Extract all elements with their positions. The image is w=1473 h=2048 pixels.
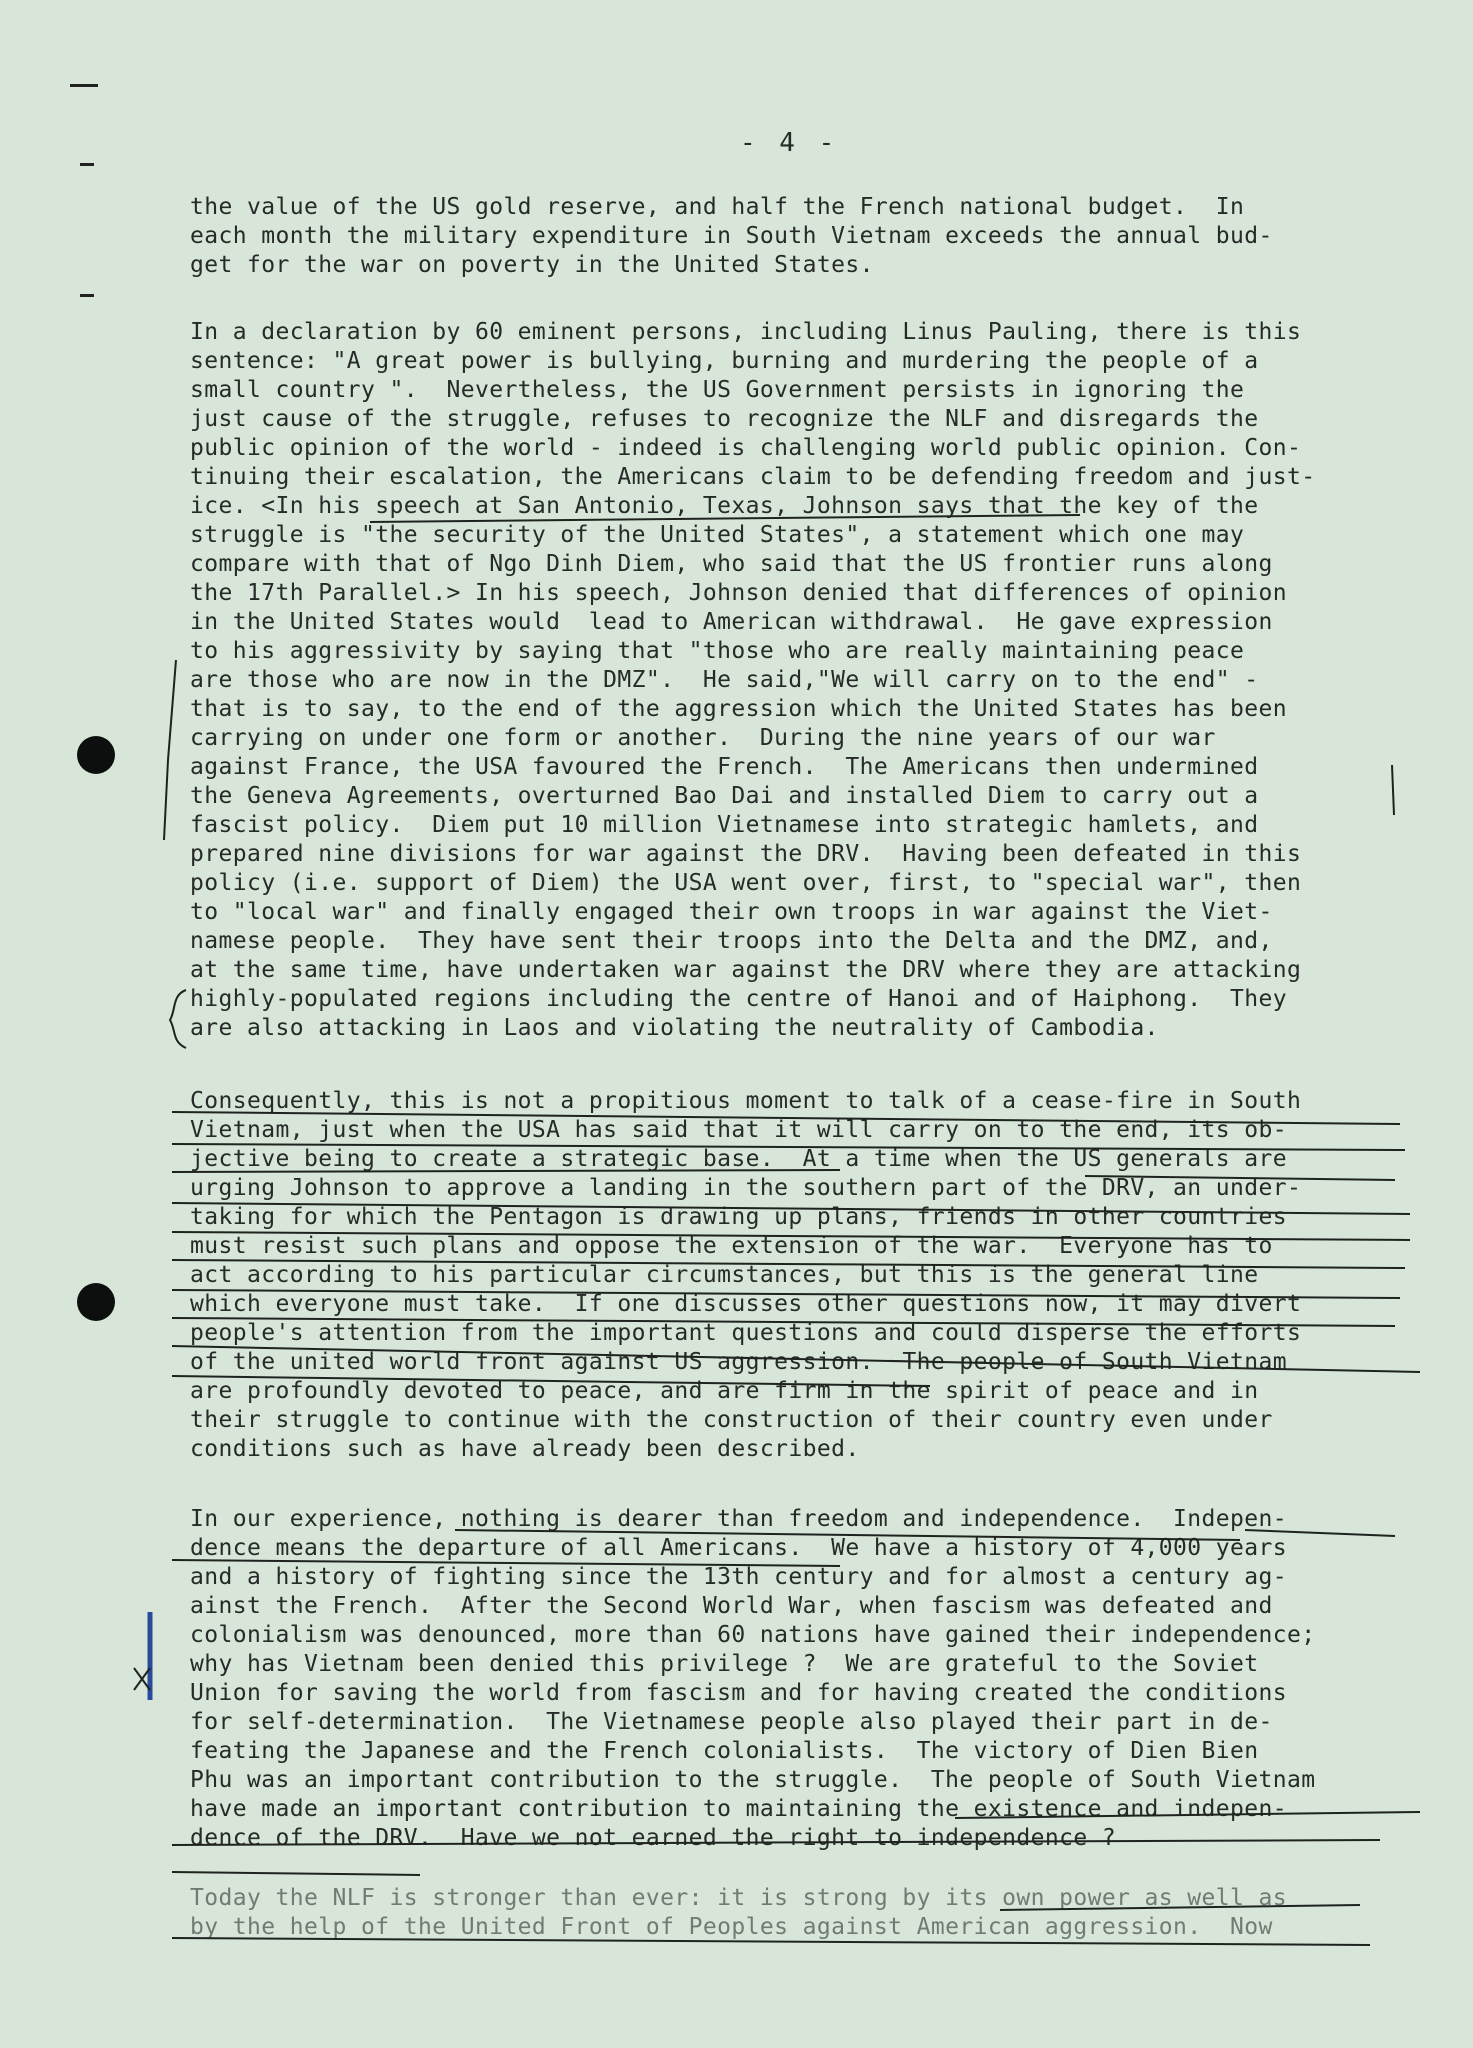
margin-tick-mark [80,294,94,297]
paragraph-2: In a declaration by 60 eminent persons, including Linus Pauling, there is this sentence: "A great power is bullying, burning and murdering the people of a small country ". Nevertheless, the US Government persists in ignoring the just cause of the struggle, refuses to recognize the NLF and disregards the public opinion of the world - indeed is challenging world public opinion. Con- tinuing their escalation, the Americans claim to be defending freedom and just- ice. <In his speech at San Antonio, Texas, Johnson says that the key of the struggle is "the security of the United States", a statement which one may compare with that of Ngo Dinh Diem, who said that the US frontier runs along the 17th Parallel.> In his speech, Johnson denied that differences of opinion in the United States would lead to American withdrawal. He gave expression to his aggressivity by saying that "those who are really maintaining peace are those who are now in the DMZ". He said,"We will carry on to the end" - that is to say, to the end of the aggression which the United States has been carrying on under one form or another. During the nine years of our war against France, the USA favoured the French. The Americans then undermined the Geneva Agreements, overturned Bao Dai and installed Diem to carry out a fascist policy. Diem put 10 million Vietnamese into strategic hamlets, and prepared nine divisions for war against the DRV. Having been defeated in this policy (i.e. support of Diem) the USA went over, first, to "special war", then to "local war" and finally engaged their own troops in war against the Viet- namese people. They have sent their troops into the Delta and the DMZ, and, at the same time, have undertaken war against the DRV where they are attacking highly-populated regions including the centre of Hanoi and of Haiphong. They are also attacking in Laos and violating the neutrality of Cambodia. [190,319,1316,1041]
paragraph-3: Consequently, this is not a propitious moment to talk of a cease-fire in South Vietnam, just when the USA has said that it will carry on to the end, its ob- jective being to create a strategic base. At a time when the US generals are urging Johnson to approve a landing in the southern part of the DRV, an under- taking for which the Pentagon is drawing up plans, friends in other countries must resist such plans and oppose the extension of the war. Everyone has to act according to his particular circumstances, but this is the general line which everyone must take. If one discusses other questions now, it may divert people's attention from the important questions and could disperse the efforts of the united world front against US aggression. The people of South Vietnam are profoundly devoted to peace, and are firm in the spirit of peace and in their struggle to continue with the construction of their country even under conditions such as have already been described. [190,1088,1302,1462]
punch-hole-upper [77,736,115,774]
margin-curly-brace [170,990,186,1048]
margin-tick-mark [70,84,98,87]
paragraph-1: the value of the US gold reserve, and half the French national budget. In each month the military expenditure in South Vietnam exceeds the annual bud- get for the war on poverty in the United States. [190,194,1273,278]
paragraph-4: In our experience, nothing is dearer than freedom and independence. Indepen- dence means the departure of all Americans. We have a history of 4,000 years and a history of fighting since the 13th century and for almost a century ag- ainst the French. After the Second World War, when fascism was defeated and colonialism was denounced, more than 60 nations have gained their independence; why has Vietnam been denied this privilege ? We are grateful to the Soviet Union for saving the world from fascism and for having created the conditions for self-determination. The Vietnamese people also played their part in de- feating the Japanese and the French colonialists. The victory of Dien Bien Phu was an important contribution to the struggle. The people of South Vietnam have made an important contribution to maintaining the existence and indepen- dence of the DRV. Have we not earned the right to independence ? [190,1506,1316,1851]
margin-x-mark [134,1668,150,1690]
paragraph-5: Today the NLF is stronger than ever: it is strong by its own power as well as by the help of the United Front of Peoples against American aggression. Now [190,1885,1288,1940]
punch-hole-lower [77,1283,115,1321]
margin-tick-mark [80,163,94,166]
margin-bracket-line [164,660,176,840]
page-number: - 4 - [740,128,839,158]
underline-p4-l12 [172,1872,420,1875]
